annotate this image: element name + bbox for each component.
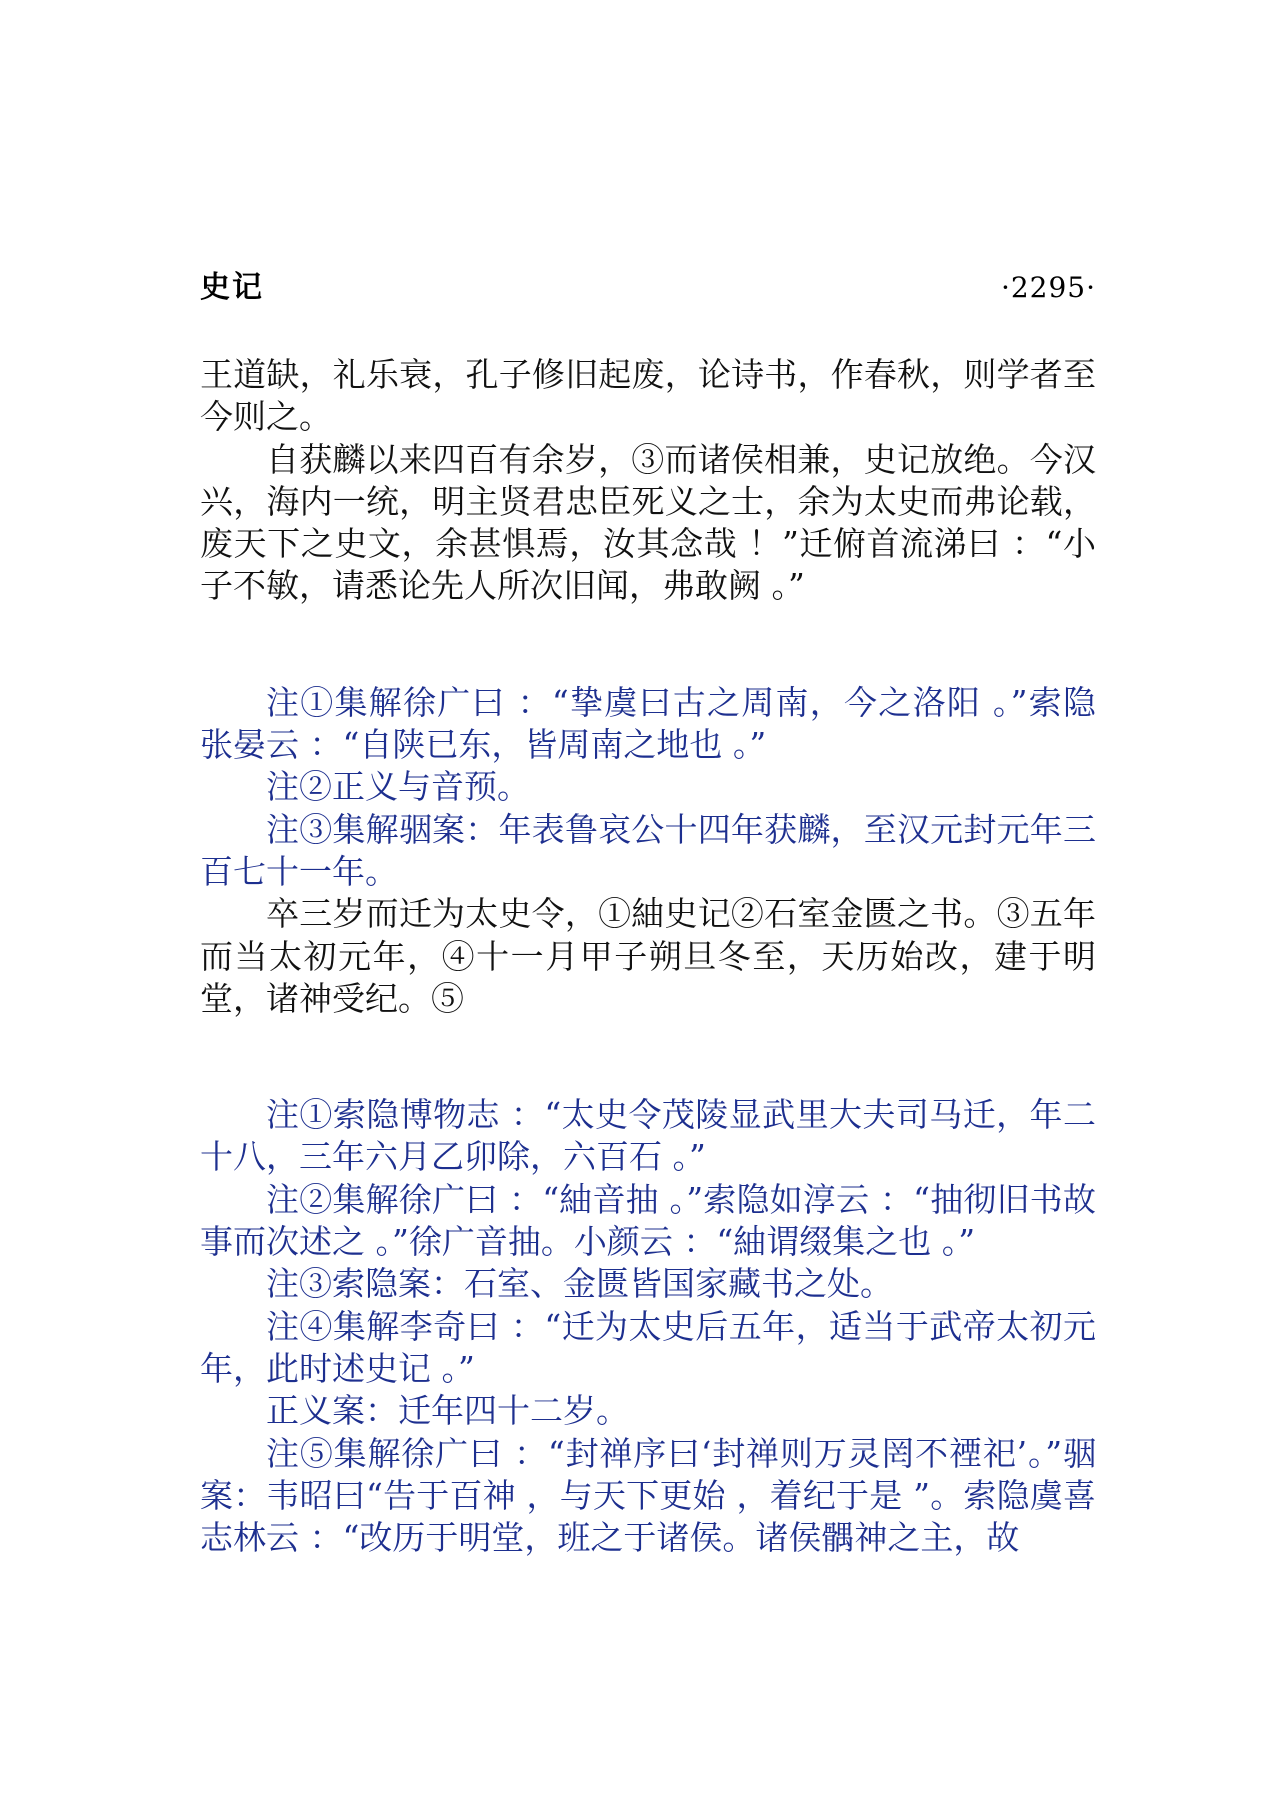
annotation-paragraph: 注③集解骃案：年表鲁哀公十四年获麟，至汉元封元年三百七十一年。 xyxy=(200,809,1096,891)
annotation-paragraph: 正义案：迁年四十二岁。 xyxy=(266,1391,629,1431)
annotation-paragraph: 注①集解徐广曰 ：“挚虞曰古之周南，今之洛阳 。”索隐张晏云 ：“自陕已东，皆周南之地也 。” xyxy=(200,682,1096,765)
annotation-paragraph: 注⑤集解徐广曰 ：“封禅序曰‘封禅则万灵罔不禋祀’。”骃案：韦昭曰“告于百神 ，与天下更始 ，着纪于是 ”。索隐虞喜志林云 ：“改历于明堂，班之于诸侯。诸侯髃神之主，故 xyxy=(200,1433,1096,1558)
book-title: 史记 xyxy=(200,270,264,305)
page-number: ·2295· xyxy=(1000,271,1096,304)
annotation-paragraph: 注②集解徐广曰 ：“紬音抽 。”索隐如淳云 ：“抽彻旧书故事而次述之 。”徐广音抽。小颜云 ：“紬谓缀集之也 。” xyxy=(200,1179,1096,1262)
paragraph-gap xyxy=(200,624,1096,666)
annotation-paragraph: 注①索隐博物志 ：“太史令茂陵显武里大夫司马迁，年二十八，三年六月乙卯除，六百石 。” xyxy=(200,1095,1096,1177)
annotation-paragraph: 注③索隐案：石室、金匮皆国家藏书之处。 xyxy=(266,1264,893,1304)
paragraph-gap xyxy=(200,1036,1096,1078)
main-text-paragraph: 卒三岁而迁为太史令，①紬史记②石室金匮之书。③五年而当太初元年，④十一月甲子朔旦冬至，天历始改，建于明堂，诸神受纪。⑤ xyxy=(200,894,1096,1018)
annotation-paragraph: 注②正义与音预。 xyxy=(266,767,530,807)
page-header xyxy=(200,268,1096,308)
annotation-paragraph: 注④集解李奇曰 ：“迁为太史后五年，适当于武帝太初元年，此时述史记 。” xyxy=(200,1306,1096,1388)
main-text-paragraph: 自获麟以来四百有余岁，③而诸侯相兼，史记放绝。今汉兴，海内一统，明主贤君忠臣死义之士，余为太史而弗论载，废天下之史文，余甚惧焉，汝其念哉 ！”迁俯首流涕曰 ：“小子不敏，请悉论先人所次旧闻，弗敢阙 。” xyxy=(200,439,1096,606)
body-text xyxy=(200,354,1096,1559)
main-text-paragraph: 王道缺，礼乐衰，孔子修旧起废，论诗书，作春秋，则学者至今则之。 xyxy=(200,355,1096,437)
